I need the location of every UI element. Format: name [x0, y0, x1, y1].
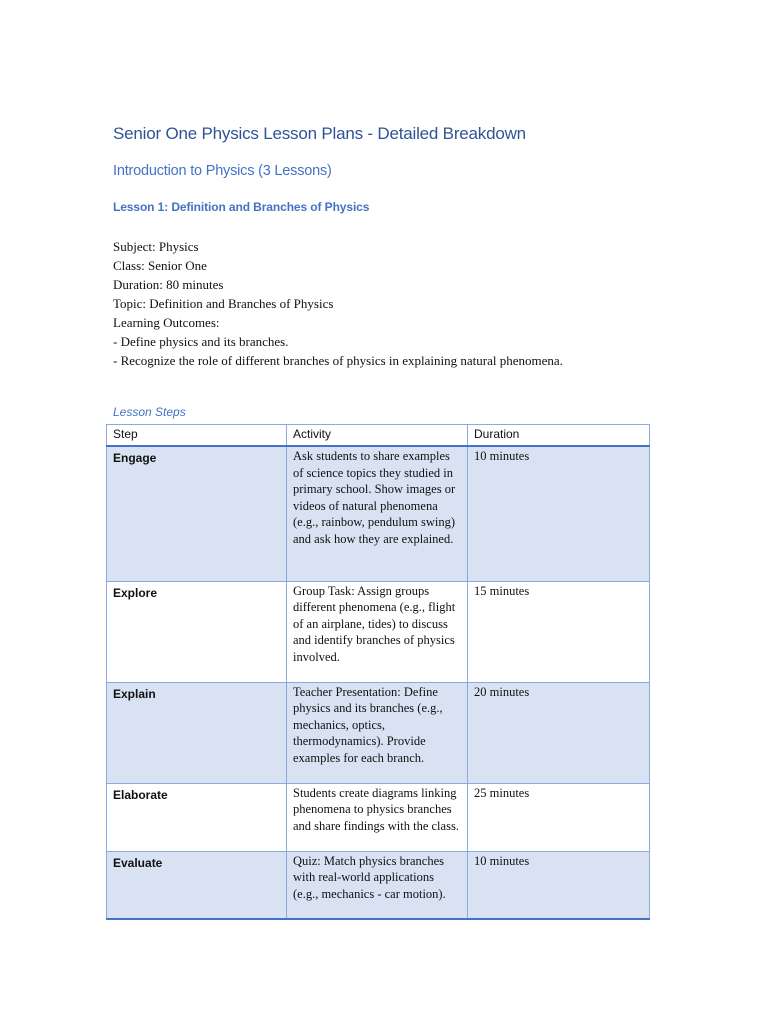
- activity-cell: Ask students to share examples of science topics they studied in primary school. Show images or videos of natural phenomena (e.g., rainbow, pendulum swing) and ask how they are explained.: [287, 446, 468, 581]
- info-duration: Duration: 80 minutes: [113, 277, 224, 292]
- duration-cell: 10 minutes: [468, 851, 650, 919]
- activity-cell: Group Task: Assign groups different phenomena (e.g., flight of an airplane, tides) to discuss and identify branches of physics involved.: [287, 581, 468, 682]
- duration-cell: 25 minutes: [468, 783, 650, 851]
- lesson-info: [113, 237, 563, 370]
- step-cell: Explain: [107, 682, 287, 783]
- info-outcome-1: - Define physics and its branches.: [113, 334, 289, 349]
- info-learning-outcomes: Learning Outcomes:: [113, 315, 220, 330]
- step-cell: Evaluate: [107, 851, 287, 919]
- lesson-heading: Lesson 1: Definition and Branches of Physics: [113, 200, 370, 214]
- duration-cell: 15 minutes: [468, 581, 650, 682]
- info-subject: Subject: Physics: [113, 239, 199, 254]
- section-heading: Introduction to Physics (3 Lessons): [113, 163, 332, 179]
- table-caption: Lesson Steps: [113, 405, 186, 419]
- lesson-steps-table: [106, 424, 650, 920]
- header-step: Step: [107, 425, 287, 447]
- table-row: [107, 851, 650, 919]
- activity-cell: Quiz: Match physics branches with real-world applications (e.g., mechanics - car motion).: [287, 851, 468, 919]
- info-topic: Topic: Definition and Branches of Physics: [113, 296, 334, 311]
- activity-cell: Teacher Presentation: Define physics and its branches (e.g., mechanics, optics, thermodynamics). Provide examples for each branch.: [287, 682, 468, 783]
- step-cell: Engage: [107, 446, 287, 581]
- document-title: Senior One Physics Lesson Plans - Detailed Breakdown: [113, 124, 526, 143]
- table-row: [107, 783, 650, 851]
- table-header-row: [107, 425, 650, 447]
- step-cell: Elaborate: [107, 783, 287, 851]
- info-class: Class: Senior One: [113, 258, 207, 273]
- header-duration: Duration: [468, 425, 650, 447]
- table-row: [107, 581, 650, 682]
- duration-cell: 20 minutes: [468, 682, 650, 783]
- activity-cell: Students create diagrams linking phenomena to physics branches and share findings with the class.: [287, 783, 468, 851]
- header-activity: Activity: [287, 425, 468, 447]
- duration-cell: 10 minutes: [468, 446, 650, 581]
- table-row: [107, 446, 650, 581]
- info-outcome-2: - Recognize the role of different branches of physics in explaining natural phenomena.: [113, 353, 563, 368]
- step-cell: Explore: [107, 581, 287, 682]
- table-row: [107, 682, 650, 783]
